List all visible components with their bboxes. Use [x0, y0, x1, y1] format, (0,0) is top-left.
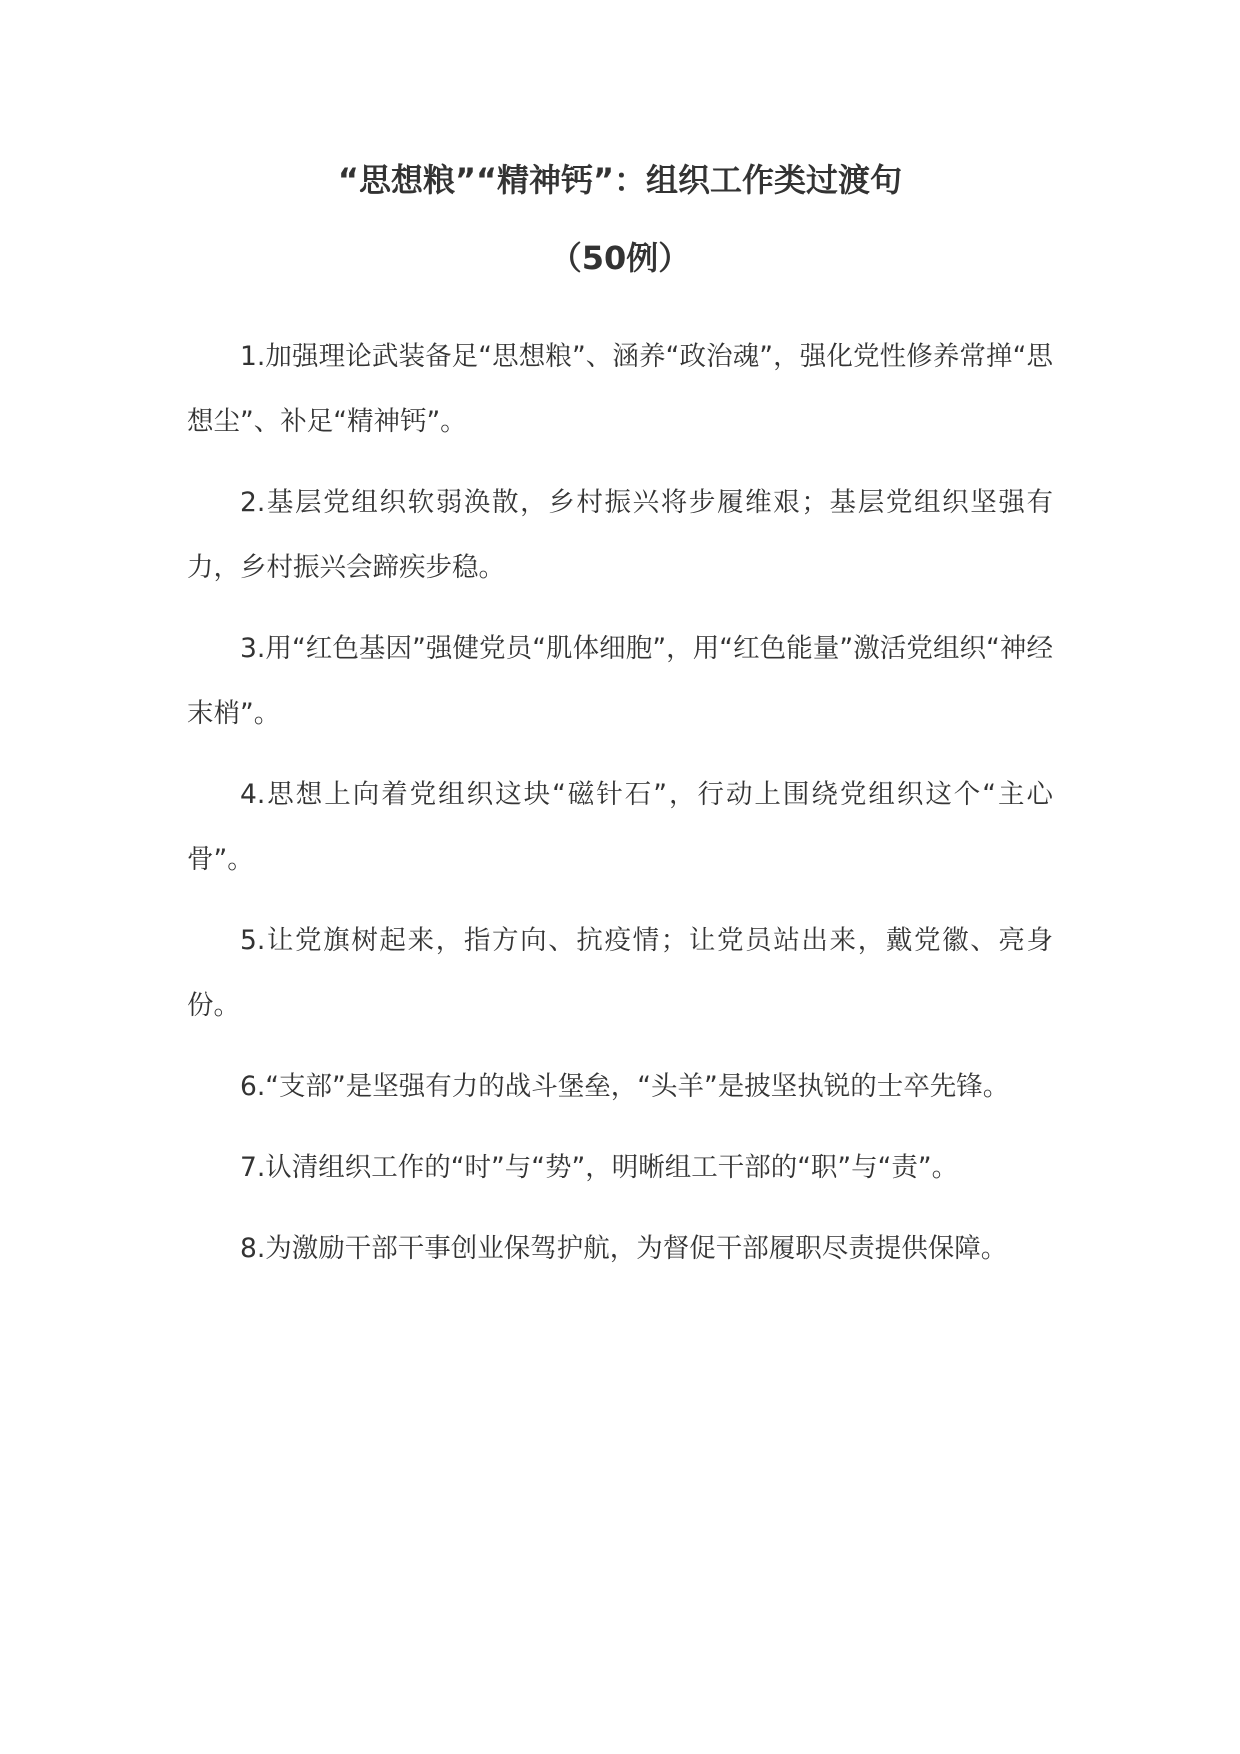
paragraph-1: 1.加强理论武装备足“思想粮”、涵养“政治魂”，强化党性修养常掸“思想尘”、补足“精神钙”。 — [187, 341, 1053, 437]
title-block — [0, 160, 1240, 278]
document-title: “思想粮”“精神钙”：组织工作类过渡句 — [337, 161, 903, 199]
paragraph-3: 3.用“红色基因”强健党员“肌体细胞”，用“红色能量”激活党组织“神经末梢”。 — [187, 633, 1053, 729]
paragraph-5: 5.让党旗树起来，指方向、抗疫情；让党员站出来，戴党徽、亮身份。 — [187, 925, 1053, 1021]
document-subtitle: （50例） — [549, 239, 691, 277]
document-body — [187, 324, 1053, 1297]
paragraph-2: 2.基层党组织软弱涣散，乡村振兴将步履维艰；基层党组织坚强有力，乡村振兴会蹄疾步稳。 — [187, 487, 1053, 583]
paragraph-4: 4.思想上向着党组织这块“磁针石”，行动上围绕党组织这个“主心骨”。 — [187, 779, 1053, 875]
paragraph-8: 8.为激励干部干事创业保驾护航，为督促干部履职尽责提供保障。 — [240, 1233, 1008, 1264]
paragraph-6: 6.“支部”是坚强有力的战斗堡垒，“头羊”是披坚执锐的士卒先锋。 — [240, 1071, 1010, 1102]
paragraph-7: 7.认清组织工作的“时”与“势”，明晰组工干部的“职”与“责”。 — [240, 1152, 959, 1183]
